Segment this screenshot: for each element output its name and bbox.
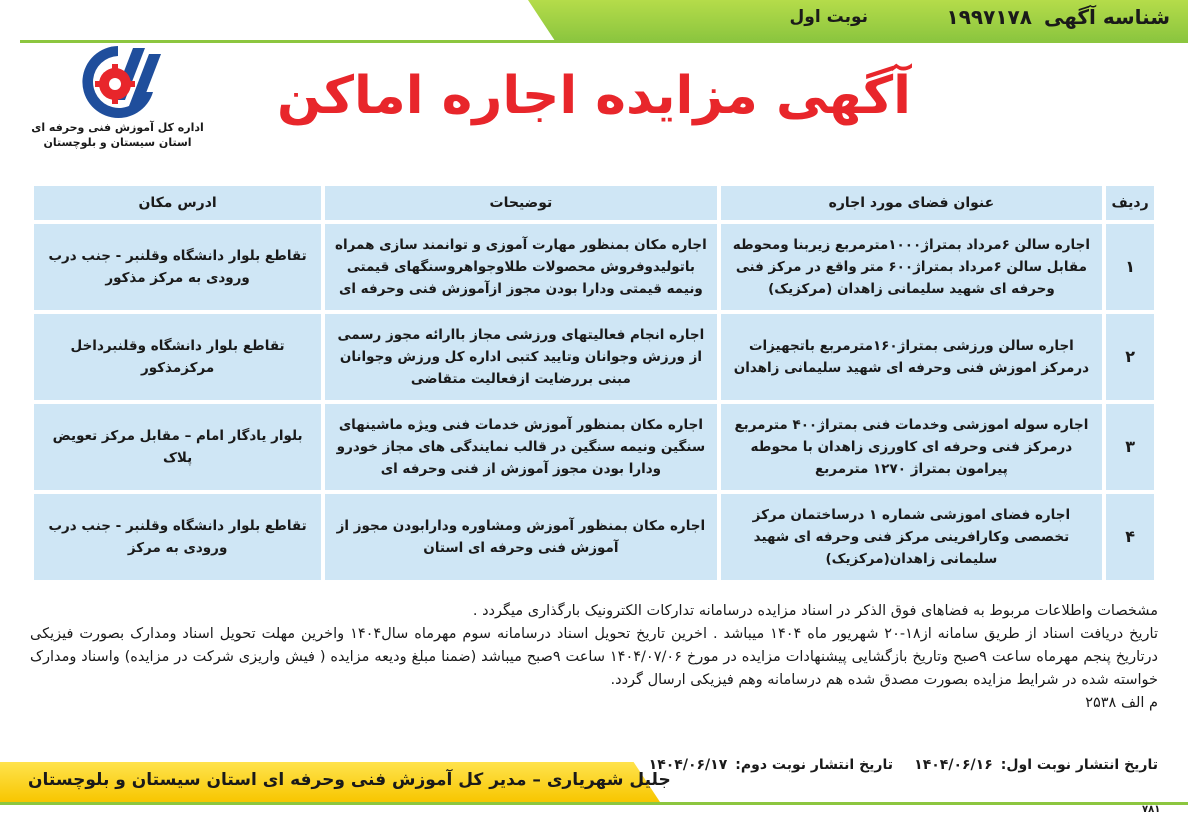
ad-id-number: ۱۹۹۷۱۷۸ xyxy=(946,5,1032,29)
header-description: توضیحات xyxy=(325,186,716,220)
space-description: اجاره مکان بمنظور آموزش ومشاوره ودارابودن مجوز از آموزش فنی وحرفه ای استان xyxy=(325,494,716,580)
table-row xyxy=(34,314,1154,400)
auction-table xyxy=(30,182,1158,584)
org-name-line1: اداره کل آموزش فنی وحرفه ای xyxy=(31,121,204,134)
space-address: بلوار یادگار امام – مقابل مرکز تعویض پلاک xyxy=(34,404,321,490)
space-title: اجاره سوله اموزشی وخدمات فنی بمتراژ۴۰۰ مترمربع درمرکز فنی وحرفه ای کاورزی زاهدان با محوطه پیرامون بمتراژ ۱۲۷۰ مترمربع xyxy=(721,404,1103,490)
table-header-row xyxy=(34,186,1154,220)
header-space-title: عنوان فضای مورد اجاره xyxy=(721,186,1103,220)
space-title: اجاره سالن ۶مرداد بمتراژ۱۰۰۰مترمربع زیربنا ومحوطه مقابل سالن ۶مرداد بمتراژ۶۰۰ متر واقع در مرکز فنی وحرفه ای شهید سلیمانی زاهدان (مرکزیک) xyxy=(721,224,1103,310)
space-title: اجاره سالن ورزشی بمتراژ۱۶۰مترمربع باتجهیزات درمرکز اموزش فنی وحرفه ای شهید سلیمانی زاهدان xyxy=(721,314,1103,400)
first-publication-date: ۱۴۰۴/۰۶/۱۶ xyxy=(914,757,993,773)
row-number: ۳ xyxy=(1106,404,1154,490)
ad-code: ۷۸۱ xyxy=(1142,804,1161,815)
second-publication-label: تاریخ انتشار نوبت دوم: xyxy=(735,757,893,773)
signer: جلیل شهریاری – مدیر کل آموزش فنی وحرفه ای استان سیستان و بلوچستان xyxy=(28,770,671,790)
ad-id xyxy=(947,5,1170,29)
first-publication xyxy=(914,757,1158,773)
first-publication-label: تاریخ انتشار نوبت اول: xyxy=(1000,757,1158,773)
org-name-line2: استان سیستان و بلوچستان xyxy=(43,136,192,149)
space-title: اجاره فضای اموزشی شماره ۱ درساختمان مرکز تخصصی وکارافرینی مرکز فنی وحرفه ای شهید سلیمانی زاهدان(مرکزیک) xyxy=(721,494,1103,580)
space-address: تقاطع بلوار دانشگاه وقلنبرداخل مرکزمذکور xyxy=(34,314,321,400)
space-description: اجاره انجام فعالیتهای ورزشی مجاز باارائه مجوز رسمی از ورزش وجوانان وتایید کتبی اداره کل ورزش وجوانان مبنی بررضایت ازفعالیت متقاضی xyxy=(325,314,716,400)
table-row xyxy=(34,494,1154,580)
space-address: تقاطع بلوار دانشگاه وقلنبر - جنب درب ورودی به مرکز مذکور xyxy=(34,224,321,310)
bottom-divider-line xyxy=(0,802,1188,805)
ad-id-label: شناسه آگهی xyxy=(1043,5,1170,29)
row-number: ۴ xyxy=(1106,494,1154,580)
row-number: ۱ xyxy=(1106,224,1154,310)
header-address: ادرس مکان xyxy=(34,186,321,220)
header-row-number: ردیف xyxy=(1106,186,1154,220)
auction-notes xyxy=(30,600,1158,715)
space-address: تقاطع بلوار دانشگاه وقلنبر - جنب درب ورودی به مرکز xyxy=(34,494,321,580)
space-description: اجاره مکان بمنظور آموزش خدمات فنی ویژه ماشینهای سنگین ونیمه سنگین در قالب نمایندگی های مجاز خودرو ودارا بودن مجوز آموزش از فنی وحرفه ای xyxy=(325,404,716,490)
second-publication xyxy=(649,757,893,773)
note-paragraph-1: مشخصات واطلاعات مربوط به فضاهای فوق الذکر در اسناد مزایده درسامانه تدارکات الکترونیک بارگذاری میگردد . xyxy=(472,603,1158,619)
table-row xyxy=(34,404,1154,490)
ref-code: م الف ۲۵۳۸ xyxy=(1085,695,1158,711)
table-row xyxy=(34,224,1154,310)
row-number: ۲ xyxy=(1106,314,1154,400)
space-description: اجاره مکان بمنظور مهارت آموزی و توانمند سازی همراه باتولیدوفروش محصولات طلاوجواهروسنگهای قیمتی ونیمه قیمتی ودارا بودن مجوز ازآموزش فنی وحرفه ای xyxy=(325,224,716,310)
second-publication-date: ۱۴۰۴/۰۶/۱۷ xyxy=(648,757,728,773)
round-label: نوبت اول xyxy=(789,7,868,27)
note-paragraph-2: تاریخ دریافت اسناد از طریق سامانه از۱۸-۲۰ شهریور ماه ۱۴۰۴ میباشد . اخرین تاریخ تحویل اسناد درسامانه سوم مهرماه سال۱۴۰۴ واخرین مهلت تحویل اسناد ومدارک بصورت فیزیکی درتاریخ پنجم مهرماه ساعت ۹صبح وتاریخ بازگشایی پیشنهادات مزایده در مورخ ۱۴۰۴/۰۷/۰۶ ساعت ۹صبح میباشد (ضمنا مبلغ ودیعه مزایده ( فیش واریزی شرکت در مزایده) واسناد ومدارک خواسته شده در شرایط مزایده بصورت مصدق شده هم درسامانه وهم فیزیکی ارسال گردد. xyxy=(30,626,1159,688)
page-title: آگهی مزایده اجاره اماکن xyxy=(277,66,911,126)
